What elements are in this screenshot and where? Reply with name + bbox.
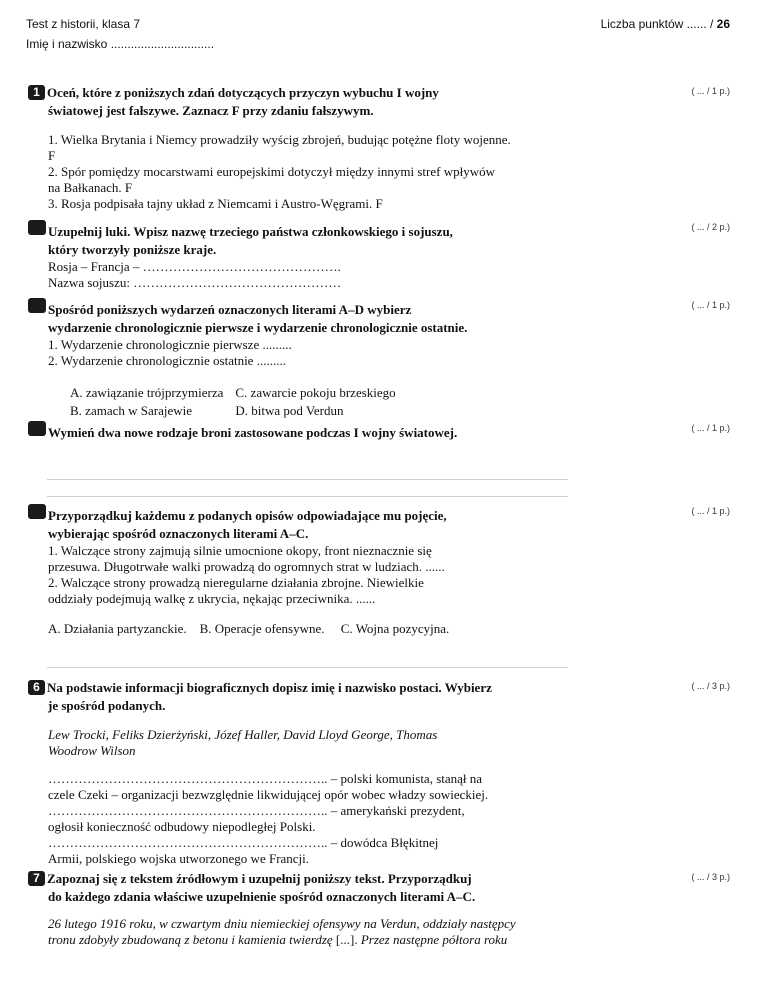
task-3: Spośród poniższych wydarzeń oznaczonych literami A–D wybierz wydarzenie chronologicznie pierwsze i wydarzenie chronologicznie ostatnie. 1. Wydarzenie chronologicznie pierwsze ......... 2. Wydarzenie chronologicznie ostatnie ......... A. zawiązanie trójprzymierza C. zawarcie pokoju brzeskiego B. zamach w Sarajewie D. bitwa pod Verdun	[28, 298, 568, 421]
page-header-left	[26, 14, 214, 54]
points-label: Liczba punktów ...... /	[600, 17, 717, 31]
task-number-badge: 1	[28, 85, 45, 100]
task-3-points: ( ... / 1 p.)	[691, 300, 730, 310]
task-1-points: ( ... / 1 p.)	[691, 86, 730, 96]
task-number-badge	[28, 504, 46, 519]
source-text: 26 lutego 1916 roku, w czwartym dniu niemieckiej ofensywy na Verdun, oddziały następcy tronu zdobyły zbudowaną z betonu i kamienia twierdzę [...]. Przez następne półtora roku	[48, 916, 516, 947]
task-body: 1. Wielka Brytania i Niemcy prowadziły wyścig zbrojeń, budując potężne floty wojenne. F 2. Spór pomiędzy mocarstwami europejskimi dotyczył między innymi stref wpływów na Bałkanach. F 3. Rosja podpisała tajny układ z Niemcami i Austro-Węgrami. F	[48, 132, 511, 211]
task-1: 1 Oceń, które z poniższych zdań dotyczących przyczyn wybuchu I wojny światowej jest fałszywe. Zaznacz F przy zdaniu fałszywym. 1. Wielka Brytania i Niemcy prowadziły wyścig zbrojeń, budując potężne floty wojenne. F 2. Spór pomiędzy mocarstwami europejskimi dotyczył między innymi stref wpływów na Bałkanach. F 3. Rosja podpisała tajny układ z Niemcami i Austro-Węgrami. F	[28, 84, 568, 212]
option-c: C. zawarcie pokoju brzeskiego	[235, 385, 396, 400]
task-body: Rosja – Francja – ………………………………………. Nazwa sojuszu: …………………………………………	[48, 259, 342, 290]
points-summary	[601, 14, 730, 34]
option-d: D. bitwa pod Verdun	[235, 403, 344, 418]
task-number-badge: 7	[28, 871, 45, 886]
task-number-badge	[28, 421, 46, 436]
name-field-label: Imię i nazwisko ...............................	[26, 37, 215, 51]
task-6: 6 Na podstawie informacji biograficznych dopisz imię i nazwisko postaci. Wybierz je spośród podanych. Lew Trocki, Feliks Dzierżyński, Józef Haller, David Lloyd George, Thomas Woodrow Wilson ……………………………………………………….. – polski komunista, stanął na czele Czeki – organizacji bezwzględnie likwidującej opór wobec władzy sowieckiej. ……………………………………………………….. – amerykański prezydent, ogłosił konieczność odbudowy niepodległej Polski. ……………………………………………………….. – dowódca Błękitnej Armii, polskiego wojska utworzonego we Francji.	[28, 679, 568, 867]
task-body: 1. Wydarzenie chronologicznie pierwsze ......... 2. Wydarzenie chronologicznie ostatnie .........	[48, 337, 292, 368]
task-5-points: ( ... / 1 p.)	[691, 506, 730, 516]
task-2-points: ( ... / 2 p.)	[691, 222, 730, 232]
option-a: A. Działania partyzanckie.	[48, 621, 187, 636]
task-4: Wymień dwa nowe rodzaje broni zastosowane podczas I wojny światowej.	[28, 421, 568, 442]
option-a: A. zawiązanie trójprzymierza	[70, 385, 224, 400]
task-title: 1 Oceń, które z poniższych zdań dotyczących przyczyn wybuchu I wojny	[28, 84, 568, 102]
task-4-points: ( ... / 1 p.)	[691, 423, 730, 433]
task-number-badge: 6	[28, 680, 45, 695]
option-b: B. Operacje ofensywne.	[199, 621, 325, 636]
task-7-points: ( ... / 3 p.)	[691, 872, 730, 882]
answer-line[interactable]	[47, 496, 568, 497]
task-body: 1. Walczące strony zajmują silnie umocnione okopy, front nieznacznie się przesuwa. Długotrwałe walki prowadzą do ogromnych strat w ludziach. ...... 2. Walczące strony prowadzą nieregularne działania zbrojne. Niewielkie oddziały podejmują walkę z ukrycia, nękając przeciwnika. ......	[48, 543, 445, 606]
task-7: 7 Zapoznaj się z tekstem źródłowym i uzupełnij poniższy tekst. Przyporządkuj do każdego zdania właściwe uzupełnienie spośród oznaczonych literami A–C. 26 lutego 1916 roku, w czwartym dniu niemieckiej ofensywy na Verdun, oddziały następcy tronu zdobyły zbudowaną z betonu i kamienia twierdzę [...]. Przez następne półtora roku	[28, 870, 568, 948]
test-title: Test z historii, klasa 7	[26, 17, 141, 31]
option-b: B. zamach w Sarajewie	[70, 403, 193, 418]
task-number-badge	[28, 220, 46, 235]
task-6-points: ( ... / 3 p.)	[691, 681, 730, 691]
option-c: C. Wojna pozycyjna.	[340, 621, 450, 636]
task-3-options	[48, 383, 408, 421]
divider	[47, 667, 568, 668]
task-2: Uzupełnij luki. Wpisz nazwę trzeciego państwa członkowskiego i sojuszu, który tworzyły poniższe kraje. Rosja – Francja – ………………………………………. Nazwa sojuszu: …………………………………………	[28, 220, 568, 291]
task-number-badge	[28, 298, 46, 313]
answer-line[interactable]	[47, 479, 568, 480]
task-5: Przyporządkuj każdemu z podanych opisów odpowiadające mu pojęcie, wybierając spośród oznaczonych literami A–C. 1. Walczące strony zajmują silnie umocnione okopy, front nieznacznie się przesuwa. Długotrwałe walki prowadzą do ogromnych strat w ludziach. ...... 2. Walczące strony prowadzą nieregularne działania zbrojne. Niewielkie oddziały podejmują walkę z ukrycia, nękając przeciwnika. ...... A. Działania partyzanckie. B. Operacje ofensywne. C. Wojna pozycyjna.	[28, 504, 568, 637]
task-5-options	[28, 621, 568, 637]
points-total: 26	[716, 17, 730, 31]
task-body: ……………………………………………………….. – polski komunista, stanął na czele Czeki – organizacji bezwzględnie likwidującej opór wobec władzy sowieckiej. ……………………………………………………….. – amerykański prezydent, ogłosił konieczność odbudowy niepodległej Polski. ……………………………………………………….. – dowódca Błękitnej Armii, polskiego wojska utworzonego we Francji.	[48, 771, 489, 866]
names-list: Lew Trocki, Feliks Dzierżyński, Józef Haller, David Lloyd George, Thomas Woodrow Wilson	[48, 727, 438, 758]
